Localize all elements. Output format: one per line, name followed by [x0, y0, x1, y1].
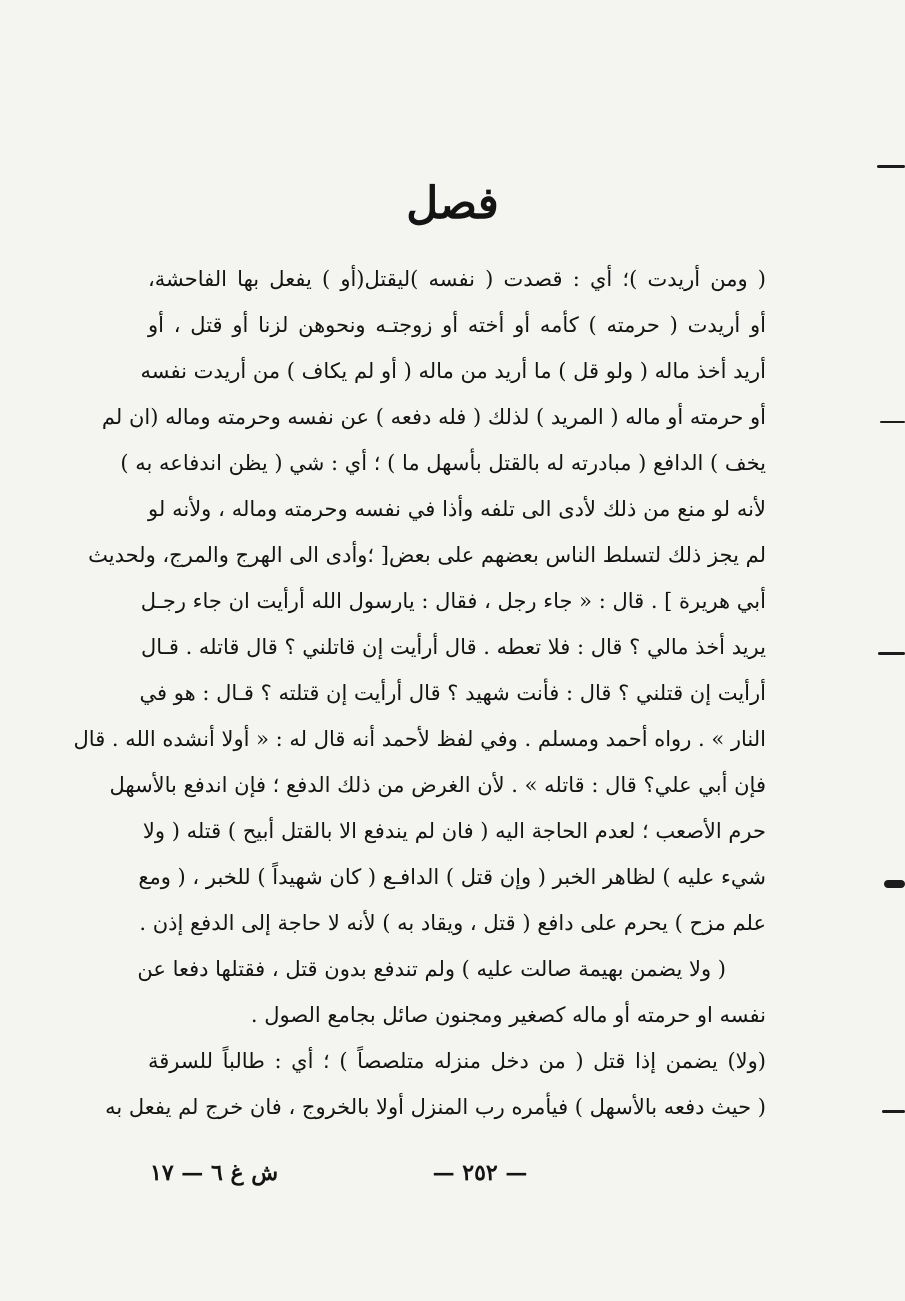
text-line: ( حيث دفعه بالأسهل ) فيأمره رب المنزل أولا بالخروج ، فان خرج لم يفعل به	[105, 1095, 766, 1119]
margin-mark	[882, 1110, 905, 1113]
text-line: ( ولا يضمن بهيمة صالت عليه ) ولم تندفع بدون قتل ، فقتلها دفعا عن	[137, 957, 726, 981]
text-line: نفسه او حرمته أو ماله كصغير ومجنون صائل بجامع الصول .	[250, 1003, 766, 1027]
text-line: النار » . رواه أحمد ومسلم . وفي لفظ لأحمد أنه قال له : « أولا أنشده الله . قال	[73, 727, 766, 751]
text-line: لأنه لو منع من ذلك لأدى الى تلفه وأذا في نفسه وحرمته وماله ، ولأنه لو	[148, 497, 766, 521]
text-line: يريد أخذ مالي ؟ قال : فلا تعطه . قال أرأيت إن قاتلني ؟ قال قاتله . قـال	[141, 635, 766, 659]
text-line: أريد أخذ ماله ( ولو قل ) ما أريد من ماله ( أو لم يكاف ) من أريدت نفسه	[140, 359, 766, 383]
text-line: أرأيت إن قتلني ؟ قال : فأنت شهيد ؟ قال أرأيت إن قتلته ؟ قـال : هو في	[139, 681, 766, 705]
text-line: حرم الأصعب ؛ لعدم الحاجة اليه ( فان لم يندفع الا بالقتل أبيح ) قتله ( ولا	[142, 819, 766, 843]
text-line: أو أريدت ( حرمته ) كأمه أو أخته أو زوجتـه ونحوهن لزنا أو قتل ، أو	[148, 313, 766, 337]
margin-mark	[878, 652, 905, 655]
body-text	[73, 256, 766, 1130]
text-line: أو حرمته أو ماله ( المريد ) لذلك ( فله دفعه ) عن نفسه وحرمته وماله (ان لم	[101, 405, 766, 429]
section-heading: فصل	[406, 178, 499, 229]
text-line: لم يجز ذلك لتسلط الناس بعضهم على بعض[ ؛وأدى الى الهرج والمرج، ولحديث	[88, 543, 766, 567]
text-line: ( ومن أريدت )؛ أي : قصدت ( نفسه )ليقتل(أو ) يفعل بها الفاحشة،	[148, 267, 766, 291]
margin-mark	[877, 165, 905, 168]
text-line: فإن أبي علي؟ قال : قاتله » . لأن الغرض من ذلك الدفع ؛ فإن اندفع بالأسهل	[109, 773, 766, 797]
text-line: علم مزح ) يحرم على دافع ( قتل ، ويقاد به ) لأنه لا حاجة إلى الدفع إذن .	[139, 911, 766, 935]
text-line: (ولا) يضمن إذا قتل ( من دخل منزله متلصصاً ) ؛ أي : طالباً للسرقة	[148, 1049, 766, 1073]
margin-mark	[884, 880, 905, 888]
text-line: يخف ) الدافع ( مبادرته له بالقتل بأسهل ما ) ؛ أي : شي ( يظن اندفاعه به )	[120, 451, 766, 475]
page-number: — ٢٥٢ —	[432, 1160, 528, 1186]
text-line: أبي هريرة ] . قال : « جاء رجل ، فقال : يارسول الله أرأيت ان جاء رجـل	[140, 589, 766, 613]
text-line: شيء عليه ) لظاهر الخبر ( وإن قتل ) الدافـع ( كان شهيداً ) للخبر ، ( ومع	[138, 865, 766, 889]
margin-mark	[880, 421, 905, 423]
printer-signature: ش غ ٦ — ١٧	[150, 1160, 279, 1186]
